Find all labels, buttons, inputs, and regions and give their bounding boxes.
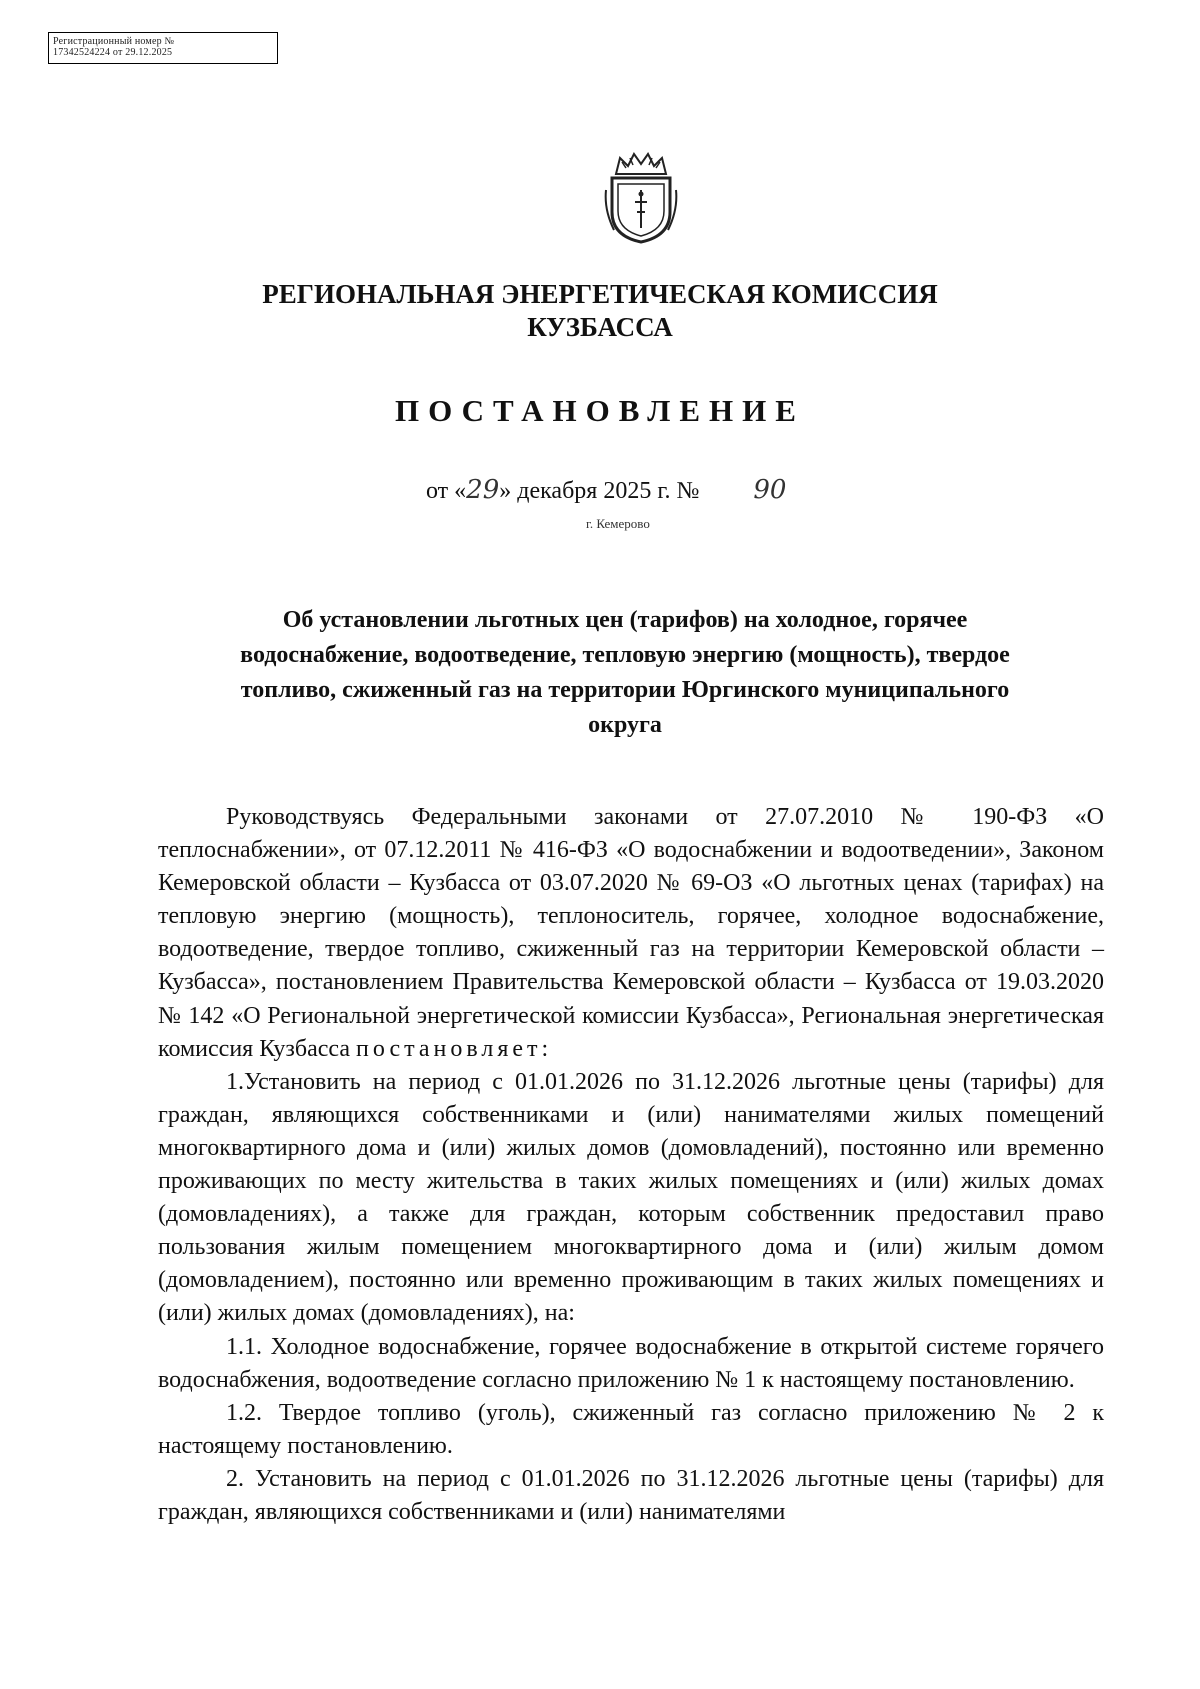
paragraph-1-2: 1.2. Твердое топливо (уголь), сжиженный газ согласно приложению № 2 к настоящему постановлению.: [158, 1399, 1104, 1459]
title-line-4: округа: [588, 712, 662, 738]
registration-stamp: [48, 32, 278, 64]
paragraph-1: 1.Установить на период с 01.01.2026 по 31.12.2026 льготные цены (тарифы) для граждан, являющихся собственниками и (или) нанимателями жилых помещений многоквартирного дома и (или) жилых домов (домовладений), постоянно или временно проживающих по месту жительства в таких жилых помещениях и (или) жилых домах (домовладениях), а также для граждан, которым собственник предоставил право пользования жилым помещением многоквартирного дома и (или) жилым домом (домовладением), постоянно или временно проживающим в таких жилых помещениях и (или) жилых домах (домовладениях), на:: [158, 1068, 1104, 1327]
document-title: [175, 603, 1075, 743]
organization-line-1: РЕГИОНАЛЬНАЯ ЭНЕРГЕТИЧЕСКАЯ КОМИССИЯ: [262, 279, 938, 309]
title-line-2: водоснабжение, водоотведение, тепловую энергию (мощность), твердое: [240, 642, 1010, 668]
title-line-1: Об установлении льготных цен (тарифов) на холодное, горячее: [282, 607, 968, 633]
document-number-handwritten: 90: [753, 475, 787, 505]
date-day-handwritten: 29: [466, 475, 500, 505]
registration-line-2: 17342524224 от 29.12.2025: [53, 47, 173, 58]
paragraph-2: 2. Установить на период с 01.01.2026 по 31.12.2026 льготные цены (тарифы) для граждан, являющихся собственниками и (или) нанимателями: [158, 1465, 1104, 1525]
paragraph-1-1: 1.1. Холодное водоснабжение, горячее водоснабжение в открытой системе горячего водоснабжения, водоотведение согласно приложению № 1 к настоящему постановлению.: [158, 1333, 1104, 1393]
organization-line-2: КУЗБАССА: [527, 312, 673, 342]
registration-line-1: Регистрационный номер №: [53, 36, 175, 47]
city: г. Кемерово: [586, 516, 650, 531]
resolves-keyword: постановляет:: [356, 1035, 553, 1062]
preamble-paragraph: [158, 801, 1104, 1066]
date-suffix: » декабря 2025 г. №: [499, 478, 700, 504]
title-line-3: топливо, сжиженный газ на территории Юргинского муниципального: [240, 677, 1010, 703]
preamble-text: Руководствуясь Федеральными законами от 27.07.2010 № 190-ФЗ «О теплоснабжении», от 07.12.2011 № 416-ФЗ «О водоснабжении и водоотведении», Законом Кемеровской области – Кузбасса от 03.07.2020 № 69-ОЗ «О льготных ценах (тарифах) на тепловую энергию (мощность), теплоноситель, горячее, холодное водоснабжение, водоотведение, твердое топливо, сжиженный газ на территории Кемеровской области – Кузбасса», постановлением Правительства Кемеровской области – Кузбасса от 19.03.2020 № 142 «О Региональной энергетической комиссии Кузбасса», Региональная энергетическая комиссия Кузбасса: [158, 804, 1104, 1062]
organization-name: [0, 278, 1200, 344]
document-body: [158, 801, 1104, 1529]
document-type: ПОСТАНОВЛЕНИЕ: [395, 393, 805, 428]
document-date-line: [426, 475, 786, 505]
date-prefix: от «: [426, 478, 467, 504]
coat-of-arms-icon: [602, 150, 680, 245]
